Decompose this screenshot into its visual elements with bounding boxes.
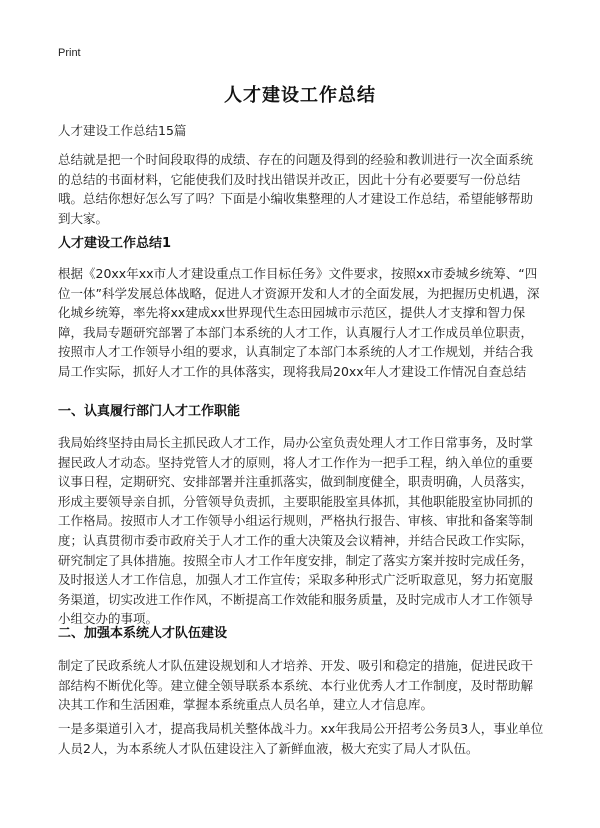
team-paragraph: 制定了民政系统人才队伍建设规划和人才培养、开发、吸引和稳定的措施，促进民政干部结构不断优化等。建立健全领导联系本系统、本行业优秀人才工作制度，及时帮助解决其工作和生活困难，掌握本系统重点人员名单，建立人才信息库。 xyxy=(58,658,534,713)
section-1-paragraph: 根据《20xx年xx市人才建设重点工作目标任务》文件要求，按照xx市委城乡统筹、“四位一体”科学发展总体战略，促进人才资源开发和人才的全面发展，为把握历史机遇，深化城乡统筹，率先将xx建成xx世界现代生态田园城市示范区，提供人才支撑和智力保障，我局专题研究部署了本部门本系统的人才工作，认真履行人才工作成员单位职责，按照市人才工作领导小组的要求，认真制定了本部门本系统的人才工作规划，并结合我局工作实际，抓好人才工作的具体落实，现将我局20xx年人才建设工作情况自查总结 xyxy=(58,266,540,379)
page-title: 人才建设工作总结 xyxy=(224,85,376,106)
subsection-heading-team: 二、加强本系统人才队伍建设 xyxy=(58,626,228,641)
intro-paragraph: 总结就是把一个时间段取得的成绩、存在的问题及得到的经验和教训进行一次全面系统的总结的书面材料，它能使我们及时找出错误并改正，因此十分有必要要写一份总结哦。总结你想好怎么写了吗？下面是小编收集整理的人才建设工作总结，希望能够帮助到大家。 xyxy=(58,152,534,226)
duties-paragraph: 我局始终坚持由局长主抓民政人才工作，局办公室负责处理人才工作日常事务，及时掌握民政人才动态。坚持党管人才的原则，将人才工作作为一把手工程，纳入单位的重要议事日程，定期研究、安排部署并注重抓落实，做到制度健全，职责明确，人员落实，形成主要领导亲自抓，分管领导负责抓，主要职能股室具体抓，其他职能股室协同抓的工作格局。按照市人才工作领导小组运行规则，严格执行报告、审核、审批和备案等制度；认真贯彻市委市政府关于人才工作的重大决策及会议精神，并结合民政工作实际，研究制定了具体措施。按照全市人才工作年度安排，制定了落实方案并按时完成任务，及时报送人才工作信息，加强人才工作宣传；采取多种形式广泛听取意见，努力拓宽服务渠道，切实改进工作作风，不断提高工作效能和服务质量，及时完成市人才工作领导小组交办的事项。 xyxy=(58,435,534,627)
subsection-heading-duties: 一、认真履行部门人才工作职能 xyxy=(58,404,241,419)
section-heading-1: 人才建设工作总结1 xyxy=(58,236,172,251)
document-subtitle: 人才建设工作总结15篇 xyxy=(58,123,187,138)
recruitment-paragraph: 一是多渠道引入才，提高我局机关整体战斗力。xx年我局公开招考公务员3人，事业单位人员2人，为本系统人才队伍建设注入了新鲜血液，极大充实了局人才队伍。 xyxy=(58,721,544,756)
print-link[interactable]: Print xyxy=(58,47,81,59)
